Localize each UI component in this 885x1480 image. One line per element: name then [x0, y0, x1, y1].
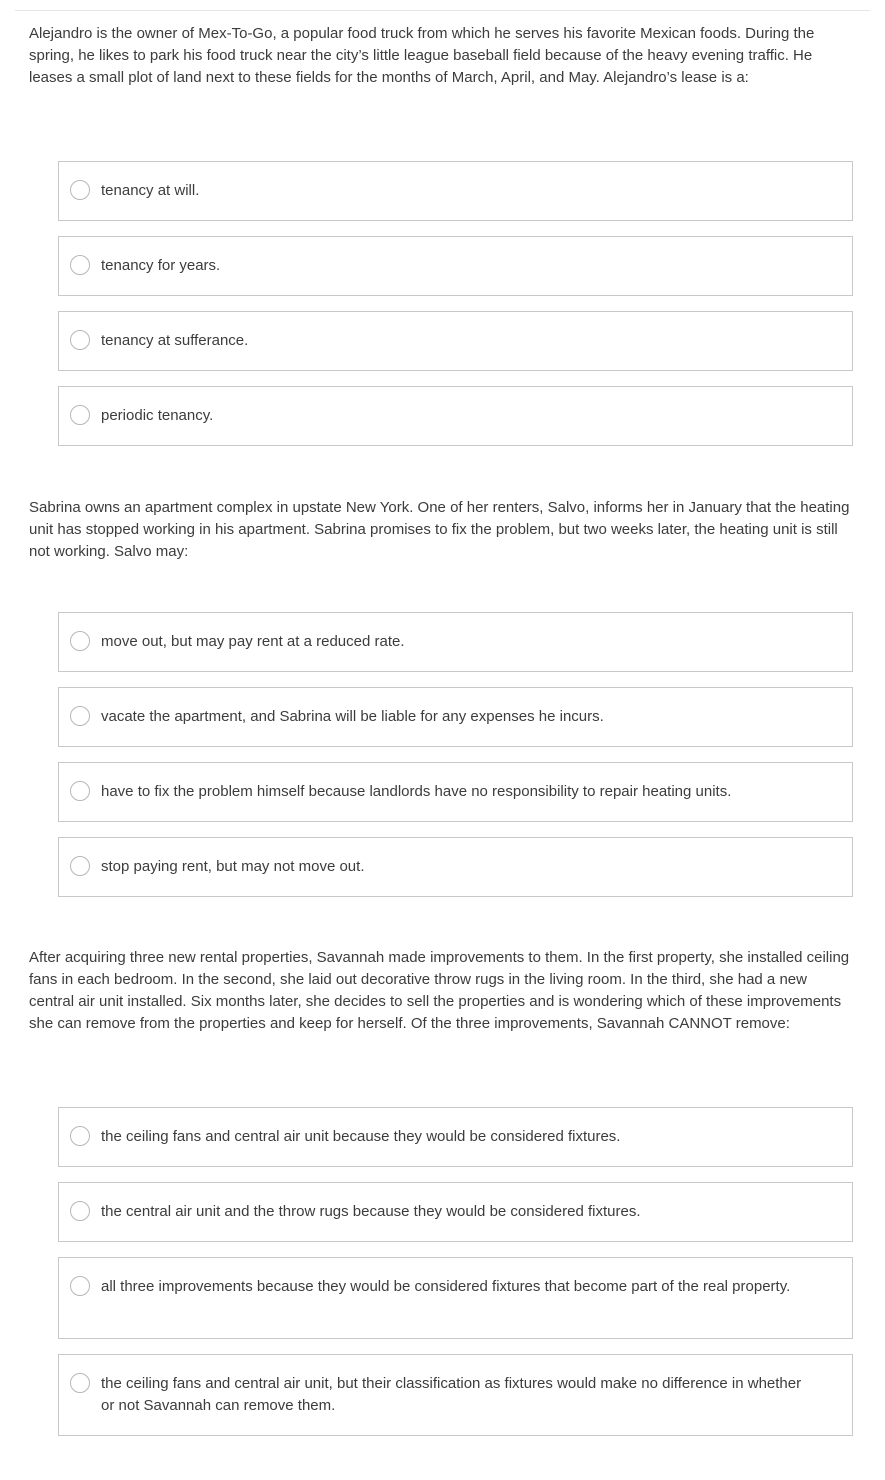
radio-button-icon[interactable] [70, 1276, 90, 1296]
option-label: all three improvements because they would be considered fixtures that become part of the real property. [101, 1278, 791, 1295]
question-1-option-b[interactable] [58, 236, 853, 296]
radio-button-icon[interactable] [70, 180, 90, 200]
question-2-option-b[interactable] [58, 687, 853, 747]
question-2-stem: Sabrina owns an apartment complex in upstate New York. One of her renters, Salvo, informs her in January that the heating unit has stopped working in his apartment. Sabrina promises to fix the problem, but two weeks later, the heating unit is still not working. Salvo may: [29, 499, 850, 560]
radio-button-icon[interactable] [70, 856, 90, 876]
radio-button-icon[interactable] [70, 631, 90, 651]
option-label: have to fix the problem himself because landlords have no responsibility to repair heating units. [101, 783, 732, 800]
radio-button-icon[interactable] [70, 1126, 90, 1146]
option-label: the ceiling fans and central air unit because they would be considered fixtures. [101, 1128, 621, 1145]
top-divider [15, 10, 870, 11]
radio-button-icon[interactable] [70, 405, 90, 425]
option-label: tenancy at sufferance. [101, 332, 249, 349]
radio-button-icon[interactable] [70, 1201, 90, 1221]
question-3 [0, 947, 885, 1035]
question-3-option-b[interactable] [58, 1182, 853, 1242]
question-3-stem: After acquiring three new rental properties, Savannah made improvements to them. In the first property, she installed ceiling fans in each bedroom. In the second, she laid out decorative throw rugs in the living room. In the third, she had a new central air unit installed. Six months later, she decides to sell the properties and is wondering which of these improvements she can remove from the properties and keep for herself. Of the three improvements, Savannah CANNOT remove: [29, 949, 850, 1032]
option-label: vacate the apartment, and Sabrina will be liable for any expenses he incurs. [101, 708, 604, 725]
question-3-option-a[interactable] [58, 1107, 853, 1167]
question-3-option-d[interactable] [58, 1354, 853, 1436]
question-2-option-d[interactable] [58, 837, 853, 897]
question-1-option-d[interactable] [58, 386, 853, 446]
question-1-option-c[interactable] [58, 311, 853, 371]
question-1-stem: Alejandro is the owner of Mex-To-Go, a popular food truck from which he serves his favorite Mexican foods. During the spring, he likes to park his food truck near the city’s little league baseball field because of the heavy evening traffic. He leases a small plot of land next to these fields for the months of March, April, and May. Alejandro’s lease is a: [29, 25, 815, 86]
option-label: tenancy at will. [101, 182, 200, 199]
option-label: move out, but may pay rent at a reduced rate. [101, 633, 405, 650]
question-1-option-a[interactable] [58, 161, 853, 221]
option-label: stop paying rent, but may not move out. [101, 858, 365, 875]
radio-button-icon[interactable] [70, 255, 90, 275]
option-label: periodic tenancy. [101, 407, 214, 424]
question-3-option-c[interactable] [58, 1257, 853, 1339]
radio-button-icon[interactable] [70, 330, 90, 350]
option-label: the ceiling fans and central air unit, but their classification as fixtures would make no difference in whether or not Savannah can remove them. [101, 1375, 802, 1414]
radio-button-icon[interactable] [70, 781, 90, 801]
radio-button-icon[interactable] [70, 1373, 90, 1393]
option-label: the central air unit and the throw rugs because they would be considered fixtures. [101, 1203, 641, 1220]
question-2-option-a[interactable] [58, 612, 853, 672]
option-label: tenancy for years. [101, 257, 221, 274]
question-2 [0, 497, 885, 563]
radio-button-icon[interactable] [70, 706, 90, 726]
question-1 [0, 23, 885, 89]
question-2-option-c[interactable] [58, 762, 853, 822]
